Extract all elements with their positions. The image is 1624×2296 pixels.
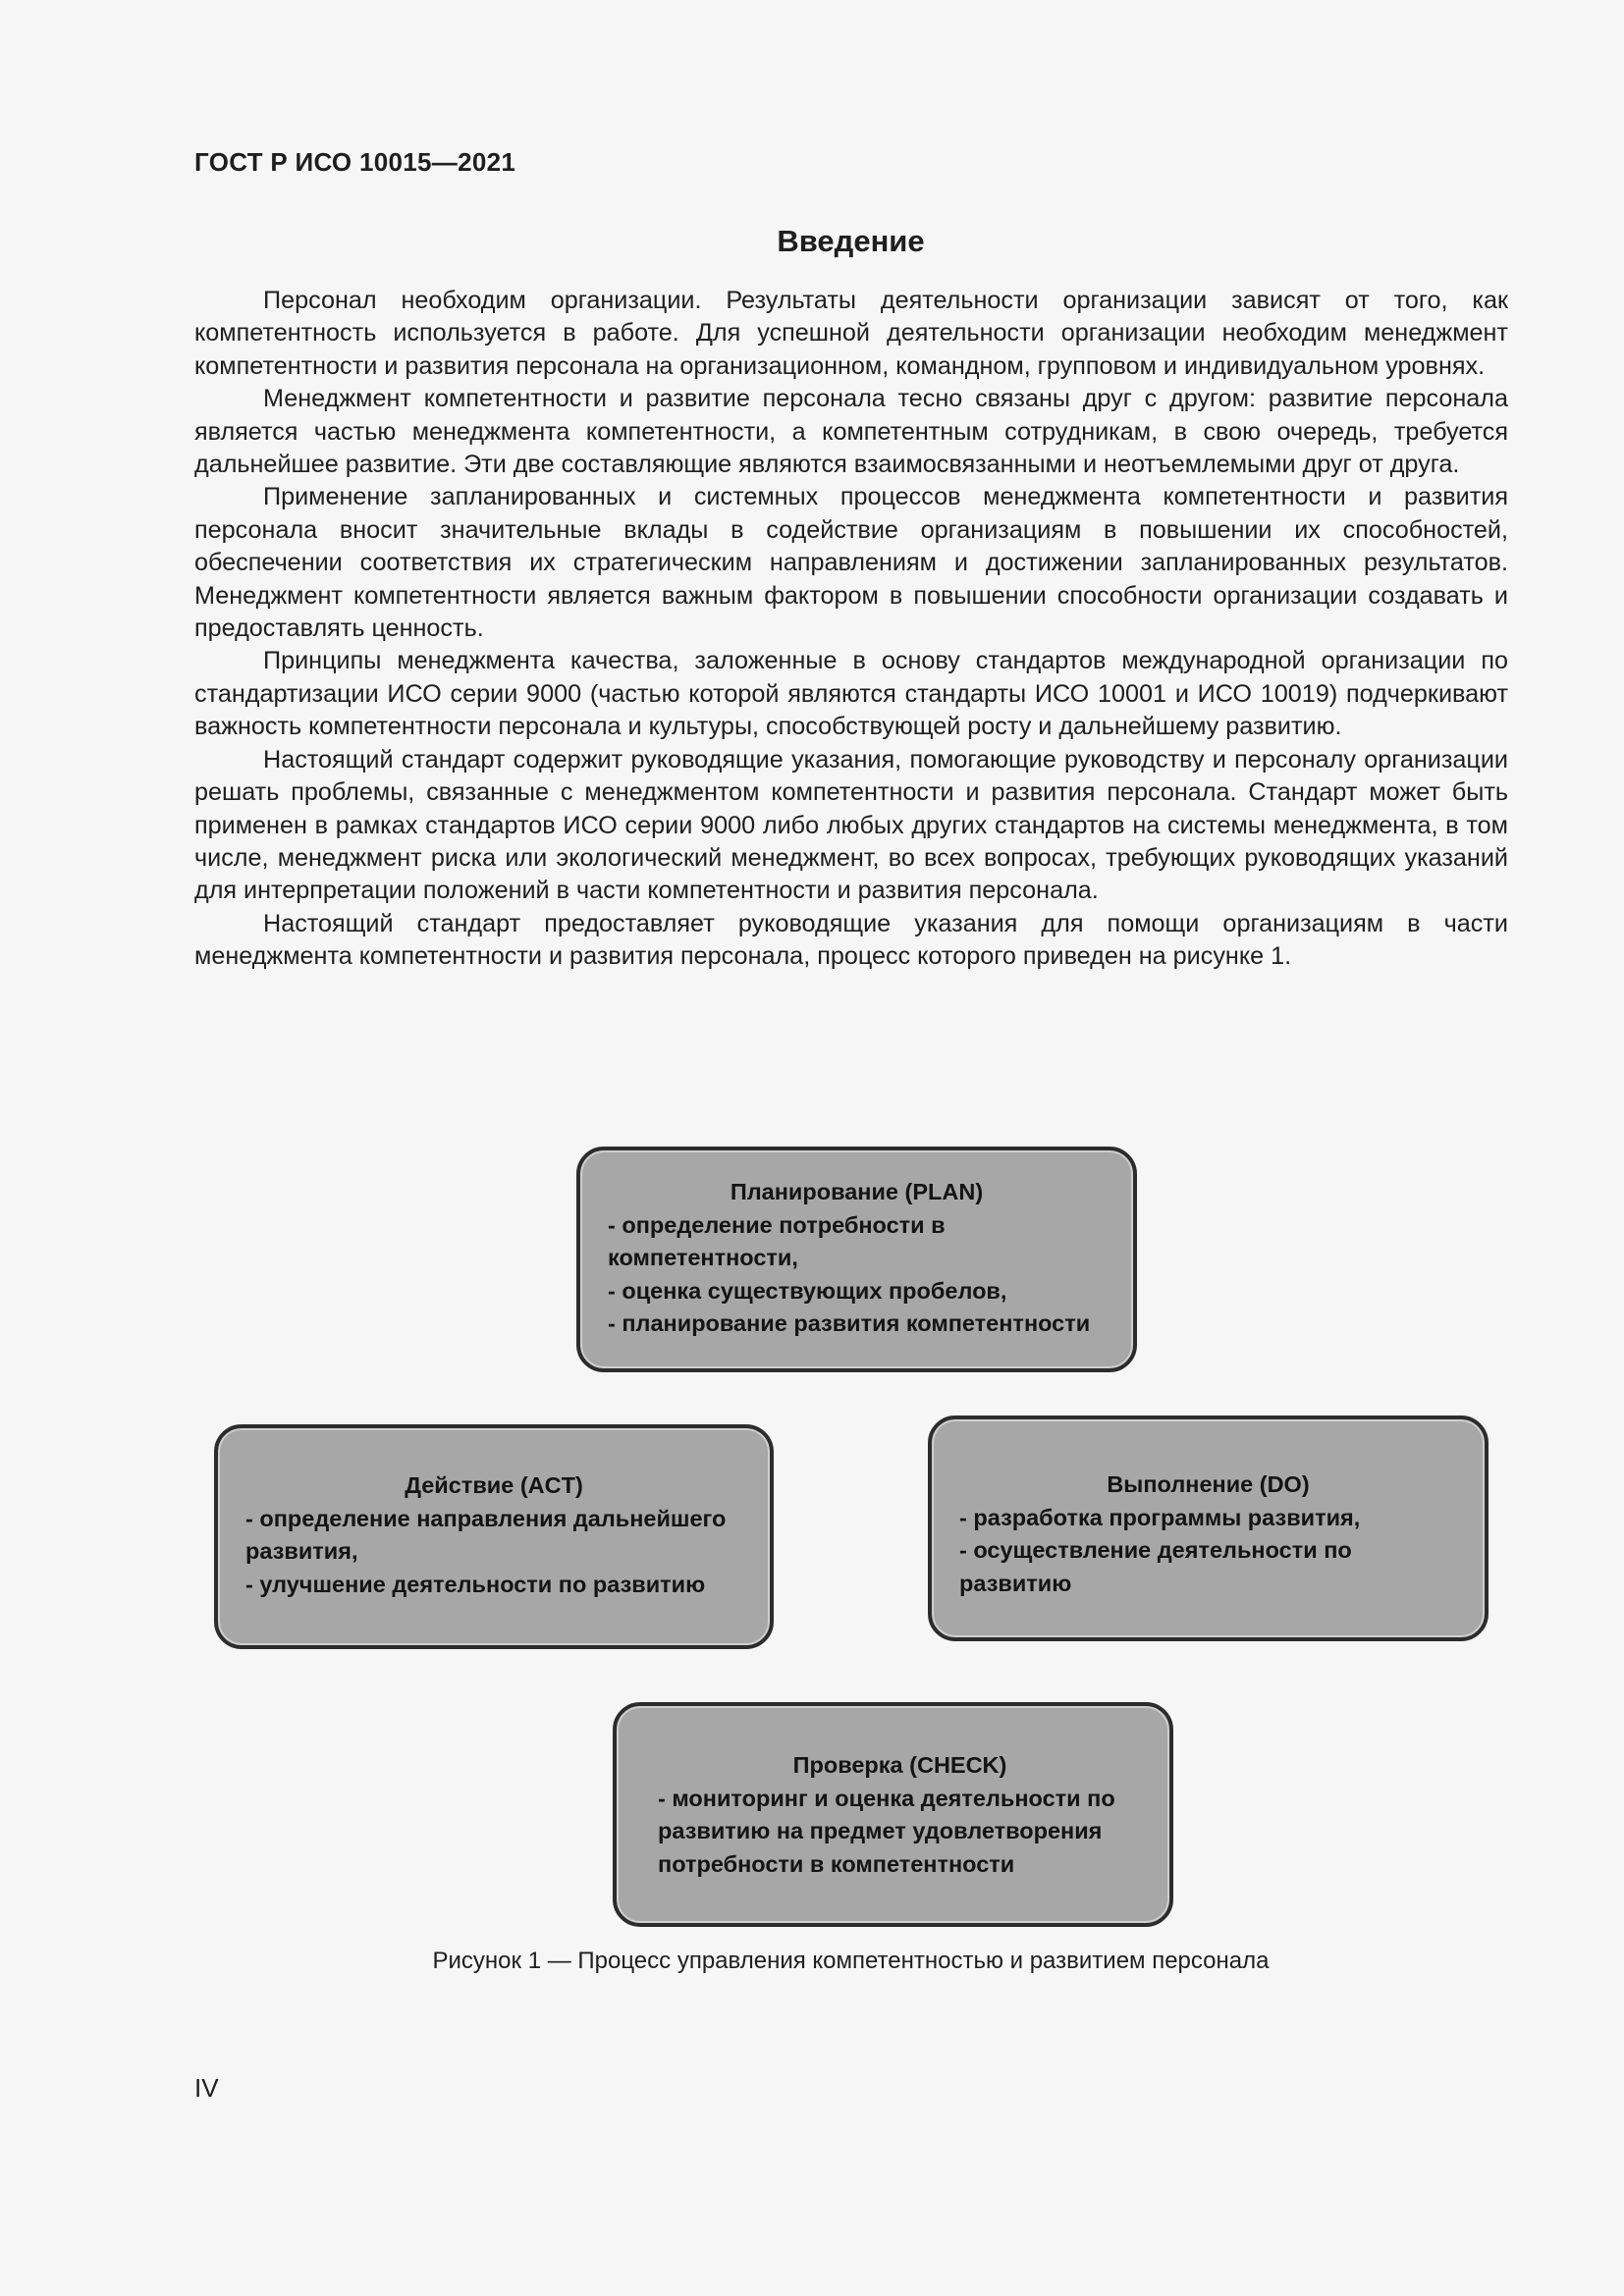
do-line: - осуществление деятельности по: [959, 1537, 1352, 1563]
figure-caption: Рисунок 1 — Процесс управления компетентностью и развитием персонала: [432, 1948, 1270, 1974]
document-header: ГОСТ Р ИСО 10015—2021: [194, 147, 516, 177]
do-line: - разработка программы развития,: [959, 1504, 1361, 1530]
pdca-plan-box: [576, 1147, 1137, 1372]
body-text: [194, 285, 1508, 974]
pdca-act-box: [214, 1424, 774, 1649]
act-title: Действие (ACT): [405, 1472, 583, 1498]
act-line: развития,: [245, 1538, 358, 1564]
section-title: Введение: [777, 224, 925, 258]
paragraph-2: Менеджмент компетентности и развитие персонала тесно связаны друг с другом: развитие персонала является частью менеджмента компетентности, а компетентным сотрудникам, в свою очередь, требуется дальнейшее развитие. Эти две составляющие являются взаимосвязанными и неотъемлемыми друг от друга.: [194, 385, 1508, 479]
plan-line: компетентности,: [608, 1245, 798, 1270]
paragraph-4: Принципы менеджмента качества, заложенные в основу стандартов международной организации по стандартизации ИСО серии 9000 (частью которой являются стандарты ИСО 10001 и ИСО 10019) подчеркивают важность компетентности персонала и культуры, способствующей росту и дальнейшему развитию.: [194, 647, 1508, 741]
paragraph-6: Настоящий стандарт предоставляет руководящие указания для помощи организациям в части менеджмента компетентности и развития персонала, процесс которого приведен на рисунке 1.: [194, 909, 1508, 971]
check-line: потребности в компетентности: [658, 1850, 1015, 1877]
act-line: - улучшение деятельности по развитию: [245, 1571, 706, 1597]
plan-line: - планирование развития компетентности: [608, 1310, 1091, 1336]
plan-line: - оценка существующих пробелов,: [608, 1277, 1007, 1304]
page-number: IV: [194, 2073, 219, 2103]
do-title: Выполнение (DO): [1107, 1471, 1310, 1497]
plan-title: Планирование (PLAN): [730, 1179, 984, 1204]
do-line: развитию: [959, 1570, 1072, 1596]
plan-line: - определение потребности в: [608, 1211, 946, 1238]
paragraph-3: Применение запланированных и системных процессов менеджмента компетентности и развития персонала вносит значительные вклады в содействие организациям в повышении их способностей, обеспечении соответствия их стратегическим направлениям и достижении запланированных результатов. Менеджмент компетентности является важным фактором в повышении способности организации создавать и предоставлять ценность.: [194, 483, 1508, 643]
paragraph-5: Настоящий стандарт содержит руководящие указания, помогающие руководству и персоналу организации решать проблемы, связанные с менеджментом компетентности и развития персонала. Стандарт может быть применен в рамках стандартов ИСО серии 9000 либо любых других стандартов на системы менеджмента, в том числе, менеджмент риска или экологический менеджмент, во всех вопросах, требующих руководящих указаний для интерпретации положений в части компетентности и развития персонала.: [194, 745, 1508, 905]
check-title: Проверка (CHECK): [792, 1752, 1007, 1778]
pdca-do-box: [928, 1415, 1489, 1641]
pdca-check-box: [613, 1702, 1173, 1927]
paragraph-1: Персонал необходим организации. Результаты деятельности организации зависят от того, как компетентность используется в работе. Для успешной деятельности организации необходим менеджмент компетентности и развития персонала на организационном, командном, групповом и индивидуальном уровнях.: [194, 287, 1508, 380]
check-line: развитию на предмет удовлетворения: [658, 1818, 1103, 1843]
act-line: - определение направления дальнейшего: [245, 1505, 727, 1531]
check-line: - мониторинг и оценка деятельности по: [658, 1785, 1115, 1811]
